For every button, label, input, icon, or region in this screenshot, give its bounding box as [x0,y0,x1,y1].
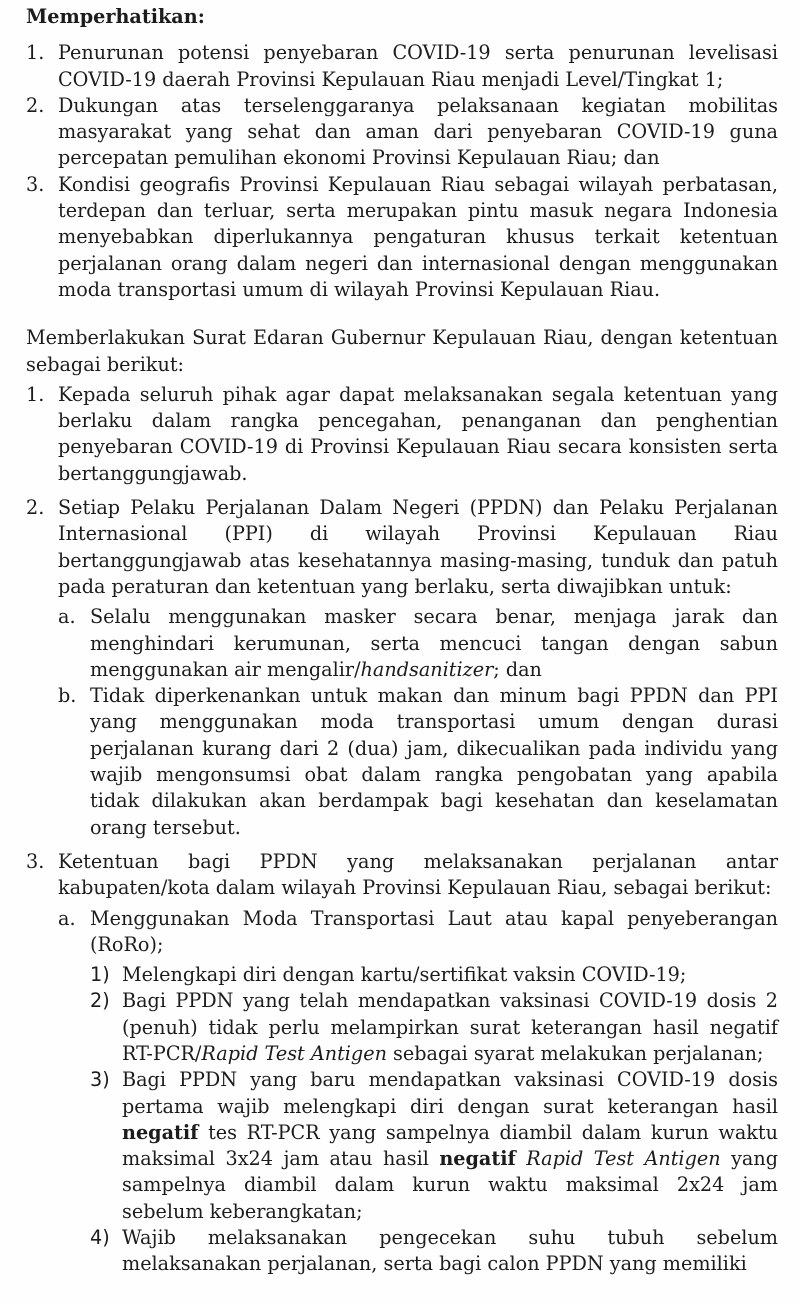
sub-item-text: Wajib melaksanakan pengecekan suhu tubuh sebelum melaksanakan perjalanan, serta bagi calon PPDN yang memiliki [122,1226,778,1276]
sub-item-number: 3) [90,1068,110,1092]
numbered-sub-item [90,962,778,988]
sub-item-text: Bagi PPDN yang baru mendapatkan vaksinasi COVID-19 dosis pertama wajib melengkapi diri dengan surat keterangan hasil negatif tes RT-PCR yang sampelnya diambil dalam kurun waktu maksimal 3x24 jam atau hasil negatif Rapid Test Antigen yang sampelnya diambil dalam kurun waktu maksimal 2x24 jam sebelum keberangkatan; [122,1068,778,1223]
item-text: Dukungan atas terselenggaranya pelaksanaan kegiatan mobilitas masyarakat yang sehat dan aman dari penyebaran COVID-19 guna percepatan pemulihan ekonomi Provinsi Kepulauan Riau; dan [58,93,778,170]
numbered-sub-item [90,1225,778,1278]
item-text: Penurunan potensi penyebaran COVID-19 serta penurunan levelisasi COVID-19 daerah Provinsi Kepulauan Riau menjadi Level/Tingkat 1; [58,41,778,91]
considerations-list [26,40,778,303]
list-item [26,495,778,600]
sub-item-number: 2) [90,989,110,1013]
provisions-list [26,382,778,1278]
heading-memperhatikan: Memperhatikan: [26,5,205,28]
item-number: 1. [26,41,45,65]
item-number: 1. [26,382,45,406]
sub-list-item [58,683,778,841]
item-number: 3. [26,849,45,873]
list-item [26,382,778,487]
item-number: 2. [26,496,45,520]
sub-list-item [58,604,778,683]
intro-paragraph: Memberlakukan Surat Edaran Gubernur Kepulauan Riau, dengan ketentuan sebagai berikut: [26,326,778,376]
numbered-sub-item [90,988,778,1067]
item-text: Ketentuan bagi PPDN yang melaksanakan perjalanan antar kabupaten/kota dalam wilayah Provinsi Kepulauan Riau, sebagai berikut: [58,849,778,900]
item-number: 3. [26,172,45,196]
sub-item-text: Bagi PPDN yang telah mendapatkan vaksinasi COVID-19 dosis 2 (penuh) tidak perlu melampirkan surat keterangan hasil negatif RT-PCR/Rapid Test Antigen sebagai syarat melakukan perjalanan; [122,989,778,1065]
item-text: Setiap Pelaku Perjalanan Dalam Negeri (PPDN) dan Pelaku Perjalanan Internasional (PPI) di wilayah Provinsi Kepulauan Riau bertanggungjawab atas kesehatannya masing-masing, tunduk dan patuh pada peraturan dan ketentuan yang berlaku, serta diwajibkan untuk: [58,496,778,598]
list-item [26,40,778,93]
sub-item-letter: a. [58,906,76,930]
sub-item-letter: b. [58,684,77,708]
sub-item-text: Selalu menggunakan masker secara benar, menjaga jarak dan menghindari kerumunan, serta mencuci tangan dengan sabun menggunakan air mengalir/handsanitizer; dan [90,605,778,681]
sub-item-text: Melengkapi diri dengan kartu/sertifikat vaksin COVID-19; [122,963,687,987]
list-item [26,849,778,902]
sub-item-text: Tidak diperkenankan untuk makan dan minum bagi PPDN dan PPI yang menggunakan moda transportasi umum dengan durasi perjalanan kurang dari 2 (dua) jam, dikecualikan pada individu yang wajib mengonsumsi obat dalam rangka pengobatan yang apabila tidak dilakukan akan berdampak bagi kesehatan dan keselamatan orang tersebut. [90,684,778,839]
item-text: Kepada seluruh pihak agar dapat melaksanakan segala ketentuan yang berlaku dalam rangka pencegahan, penanganan dan penghentian penyebaran COVID-19 di Provinsi Kepulauan Riau secara konsisten serta bertanggungjawab. [58,382,778,485]
item-text: Kondisi geografis Provinsi Kepulauan Riau sebagai wilayah perbatasan, terdepan dan terluar, serta merupakan pintu masuk negara Indonesia menyebabkan diperlukannya pengaturan khusus terkait ketentuan perjalanan orang dalam negeri dan internasional dengan menggunakan moda transportasi umum di wilayah Provinsi Kepulauan Riau. [58,172,778,301]
sub-item-number: 4) [90,1226,110,1250]
sub-item-number: 1) [90,963,110,987]
sub-item-letter: a. [58,605,76,629]
sub-list-item [58,906,778,959]
numbered-sub-item [90,1067,778,1225]
item-number: 2. [26,93,45,117]
list-item [26,172,778,303]
sub-item-text: Menggunakan Moda Transportasi Laut atau kapal penyeberangan (RoRo); [90,906,778,956]
list-item [26,93,778,172]
